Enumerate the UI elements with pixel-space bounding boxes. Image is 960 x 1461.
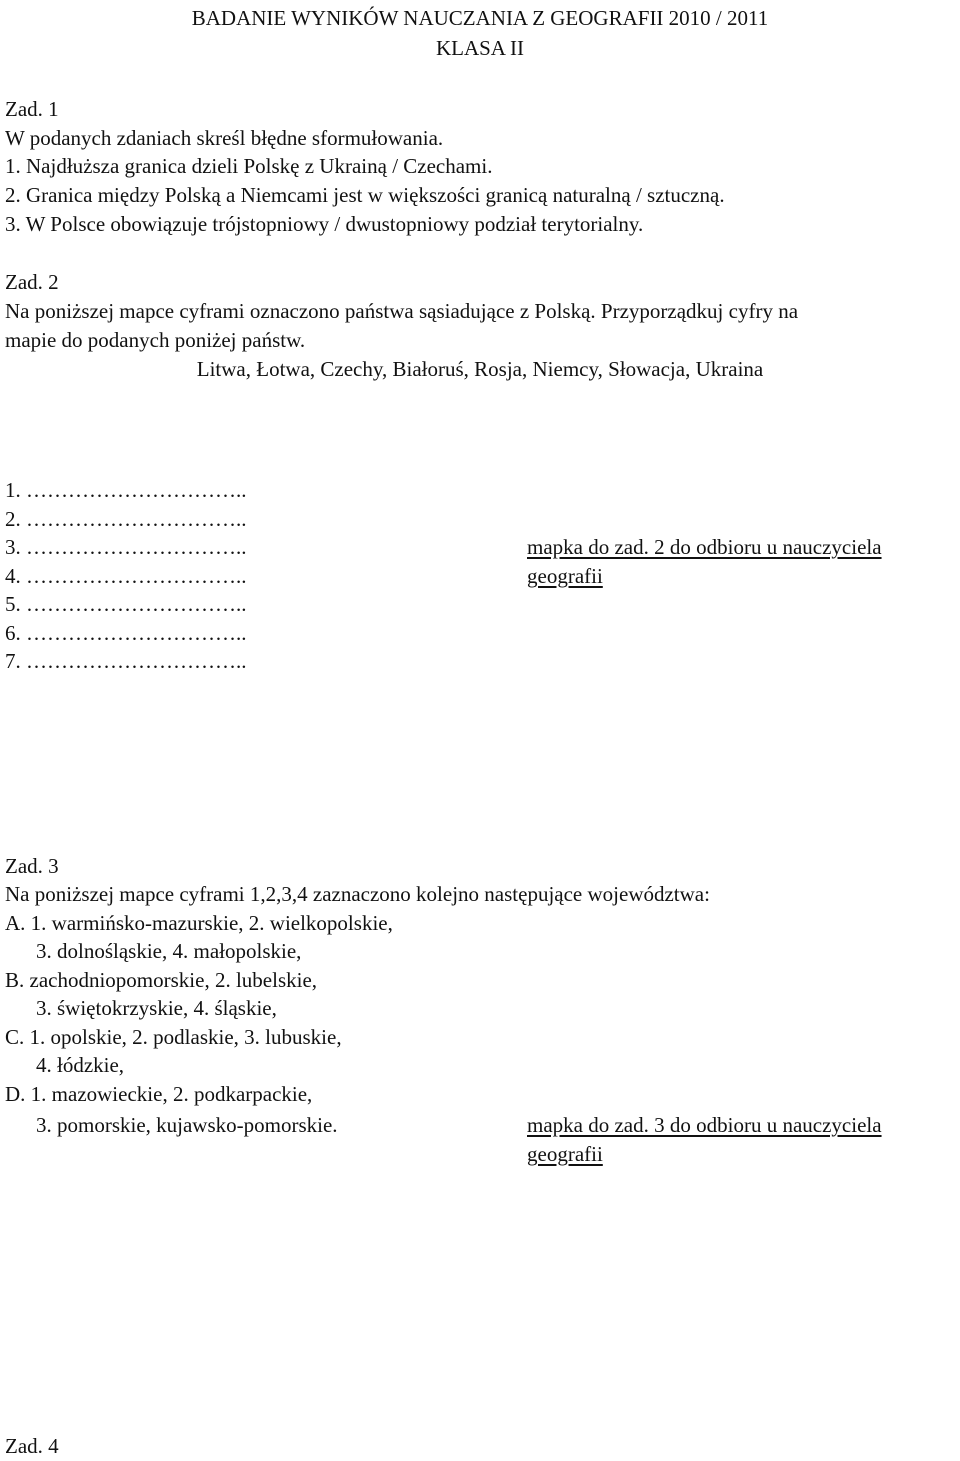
task2-answer-line-6[interactable]: 6. …………………………..	[5, 621, 247, 645]
task2-answer-line-5[interactable]: 5. …………………………..	[5, 592, 247, 616]
task1-instruction: W podanych zdaniach skreśl błędne sformułowania.	[5, 126, 444, 150]
task3-option-a-line2: 3. dolnośląskie, 4. małopolskie,	[36, 939, 302, 963]
task3-option-a-line1: A. 1. warmińsko-mazurskie, 2. wielkopolskie,	[5, 911, 393, 935]
task2-answer-line-4[interactable]: 4. …………………………..	[5, 564, 247, 588]
page-subtitle: KLASA II	[435, 36, 525, 60]
task2-answer-line-3[interactable]: 3. …………………………..	[5, 535, 247, 559]
task1-heading: Zad. 1	[5, 97, 59, 121]
task3-option-d-line2: 3. pomorskie, kujawsko-pomorskie.	[36, 1113, 338, 1137]
task3-map-note-line2: geografii	[527, 1142, 603, 1166]
task2-instruction-line2: mapie do podanych poniżej państw.	[5, 328, 306, 352]
task3-heading: Zad. 3	[5, 854, 59, 878]
page-title: BADANIE WYNIKÓW NAUCZANIA Z GEOGRAFII 2010 / 2011	[191, 6, 769, 30]
task2-answer-line-2[interactable]: 2. …………………………..	[5, 507, 247, 531]
task3-map-note-line1: mapka do zad. 3 do odbioru u nauczyciela	[527, 1113, 882, 1137]
task3-instruction: Na poniższej mapce cyframi 1,2,3,4 zaznaczono kolejno następujące województwa:	[5, 882, 710, 906]
task3-option-c-line2: 4. łódzkie,	[36, 1053, 125, 1077]
task3-option-b-line2: 3. świętokrzyskie, 4. śląskie,	[36, 996, 277, 1020]
task2-country-list: Litwa, Łotwa, Czechy, Białoruś, Rosja, Niemcy, Słowacja, Ukraina	[196, 357, 764, 381]
task3-option-b-line1: B. zachodniopomorskie, 2. lubelskie,	[5, 968, 318, 992]
task1-item-1: 1. Najdłuższa granica dzieli Polskę z Ukrainą / Czechami.	[5, 154, 493, 178]
task4-heading: Zad. 4	[5, 1434, 59, 1458]
task3-option-c-line1: C. 1. opolskie, 2. podlaskie, 3. lubuskie,	[5, 1025, 342, 1049]
task2-answer-line-1[interactable]: 1. …………………………..	[5, 478, 247, 502]
task1-item-2: 2. Granica między Polską a Niemcami jest w większości granicą naturalną / sztuczną.	[5, 183, 725, 207]
task2-instruction-line1: Na poniższej mapce cyframi oznaczono państwa sąsiadujące z Polską. Przyporządkuj cyfry na	[5, 299, 799, 323]
task2-answer-line-7[interactable]: 7. …………………………..	[5, 649, 247, 673]
task1-item-3: 3. W Polsce obowiązuje trójstopniowy / dwustopniowy podział terytorialny.	[5, 212, 644, 236]
task2-map-note-line2: geografii	[527, 564, 603, 588]
task2-heading: Zad. 2	[5, 270, 59, 294]
task3-option-d-line1: D. 1. mazowieckie, 2. podkarpackie,	[5, 1082, 313, 1106]
task2-map-note-line1: mapka do zad. 2 do odbioru u nauczyciela	[527, 535, 882, 559]
